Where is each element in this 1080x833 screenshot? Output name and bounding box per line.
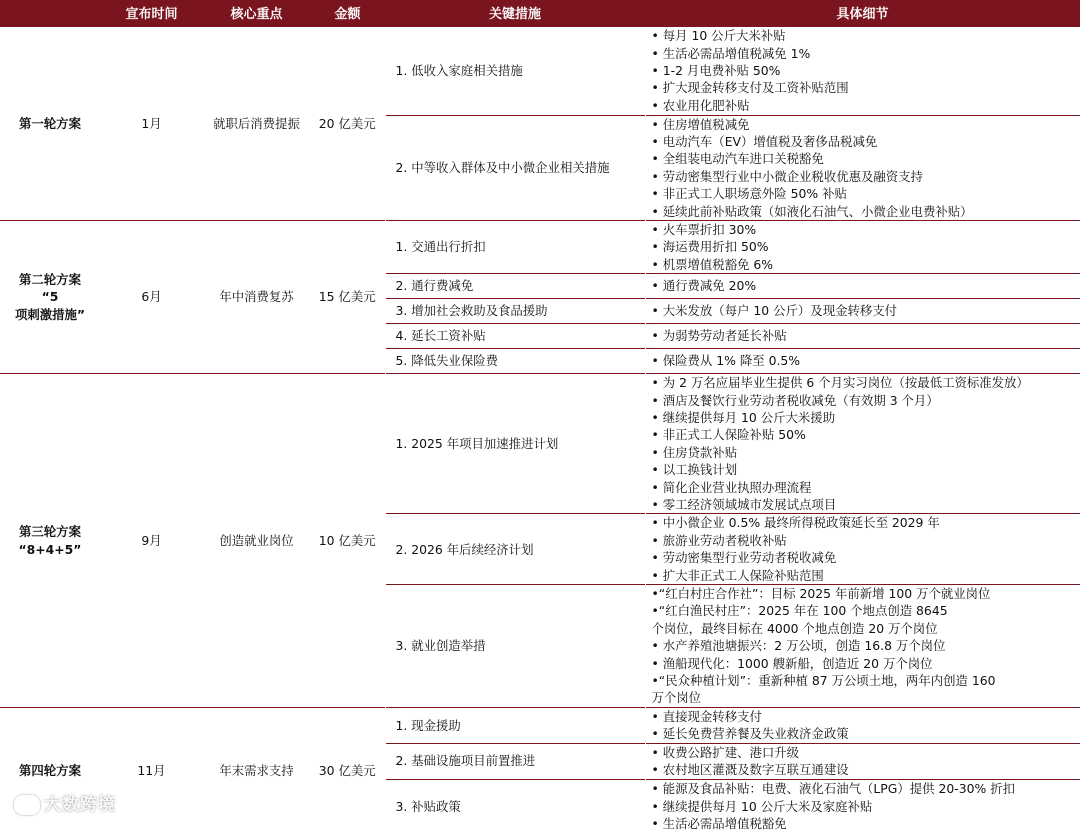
header-details: 具体细节 bbox=[645, 0, 1080, 26]
round-name: 第一轮方案 bbox=[0, 26, 100, 220]
detail-line: • 扩大现金转移支付及工资补贴范围 bbox=[652, 79, 1080, 96]
detail-line: • 农业用化肥补贴 bbox=[652, 97, 1080, 114]
detail-line: • 继续提供每月 10 公斤大米援助 bbox=[652, 409, 1080, 426]
detail-line: • 酒店及餐饮行业劳动者税收减免（有效期 3 个月） bbox=[652, 392, 1080, 409]
detail-line: • 农村地区灌溉及数字互联互通建设 bbox=[652, 761, 1080, 778]
details bbox=[645, 779, 1080, 833]
measure: 2. 2026 年后续经济计划 bbox=[385, 514, 645, 585]
detail-line: • 住房贷款补贴 bbox=[652, 444, 1080, 461]
header-row bbox=[0, 0, 1080, 26]
detail-line: • 水产养殖池塘振兴：2 万公顷，创造 16.8 万个岗位 bbox=[652, 637, 1080, 654]
core-focus: 年末需求支持 bbox=[203, 707, 310, 833]
details bbox=[645, 585, 1080, 708]
detail-line: • 延长免费营养餐及失业救济金政策 bbox=[652, 725, 1080, 742]
detail-line: • 延续此前补贴政策（如液化石油气、小微企业电费补贴） bbox=[652, 203, 1080, 220]
detail-line: • 非正式工人保险补贴 50% bbox=[652, 426, 1080, 443]
detail-line: • 中小微企业 0.5% 最终所得税政策延长至 2029 年 bbox=[652, 514, 1080, 531]
measure: 2. 中等收入群体及中小微企业相关措施 bbox=[385, 115, 645, 220]
amount: 30 亿美元 bbox=[310, 707, 385, 833]
detail-line: • 渔船现代化：1000 艘新船，创造近 20 万个岗位 bbox=[652, 655, 1080, 672]
details bbox=[645, 220, 1080, 273]
round-name-line: “5 bbox=[0, 288, 100, 305]
round-name-line: 项刺激措施” bbox=[0, 306, 100, 323]
detail-line: • 继续提供每月 10 公斤大米及家庭补贴 bbox=[652, 798, 1080, 815]
detail-line: • 扩大非正式工人保险补贴范围 bbox=[652, 567, 1080, 584]
details bbox=[645, 707, 1080, 743]
details bbox=[645, 349, 1080, 374]
detail-line: • 旅游业劳动者税收补贴 bbox=[652, 532, 1080, 549]
detail-line: • 能源及食品补贴：电费、液化石油气（LPG）提供 20-30% 折扣 bbox=[652, 780, 1080, 797]
details bbox=[645, 26, 1080, 115]
round-name: 第四轮方案 bbox=[0, 707, 100, 833]
announce-time: 9月 bbox=[100, 374, 203, 708]
measure: 3. 增加社会救助及食品援助 bbox=[385, 299, 645, 324]
detail-line: 万个岗位 bbox=[652, 689, 1080, 706]
detail-line: • 收费公路扩建、港口升级 bbox=[652, 744, 1080, 761]
amount: 10 亿美元 bbox=[310, 374, 385, 708]
detail-line: • 通行费减免 20% bbox=[652, 277, 1080, 294]
amount: 20 亿美元 bbox=[310, 26, 385, 220]
details bbox=[645, 299, 1080, 324]
header-measures: 关键措施 bbox=[385, 0, 645, 26]
detail-line: • 直接现金转移支付 bbox=[652, 708, 1080, 725]
detail-line: • 住房增值税减免 bbox=[652, 116, 1080, 133]
detail-line: • 零工经济领域城市发展试点项目 bbox=[652, 496, 1080, 513]
measure: 3. 就业创造举措 bbox=[385, 585, 645, 708]
watermark bbox=[14, 790, 116, 815]
detail-line: • 全组装电动汽车进口关税豁免 bbox=[652, 150, 1080, 167]
core-focus: 年中消费复苏 bbox=[203, 220, 310, 373]
measure: 1. 低收入家庭相关措施 bbox=[385, 26, 645, 115]
round-name-line: 第三轮方案 bbox=[0, 523, 100, 540]
detail-line: • 大米发放（每户 10 公斤）及现金转移支付 bbox=[652, 302, 1080, 319]
detail-line: • 电动汽车（EV）增值税及奢侈品税减免 bbox=[652, 133, 1080, 150]
measure: 5. 降低失业保险费 bbox=[385, 349, 645, 374]
detail-line: • 非正式工人职场意外险 50% 补贴 bbox=[652, 185, 1080, 202]
round-name-line: 第二轮方案 bbox=[0, 271, 100, 288]
detail-line: • 以工换钱计划 bbox=[652, 461, 1080, 478]
detail-line: 个岗位，最终目标在 4000 个地点创造 20 万个岗位 bbox=[652, 620, 1080, 637]
detail-line: • 保险费从 1% 降至 0.5% bbox=[652, 352, 1080, 369]
details bbox=[645, 324, 1080, 349]
measure: 3. 补贴政策 bbox=[385, 779, 645, 833]
measure: 2. 通行费减免 bbox=[385, 274, 645, 299]
detail-line: • 生活必需品增值税减免 1% bbox=[652, 45, 1080, 62]
amount: 15 亿美元 bbox=[310, 220, 385, 373]
detail-line: • 海运费用折扣 50% bbox=[652, 238, 1080, 255]
announce-time: 1月 bbox=[100, 26, 203, 220]
detail-line: • 劳动密集型行业劳动者税收减免 bbox=[652, 549, 1080, 566]
measure: 2. 基础设施项目前置推进 bbox=[385, 743, 645, 779]
details bbox=[645, 274, 1080, 299]
detail-line: • 为弱势劳动者延长补贴 bbox=[652, 327, 1080, 344]
header-amount: 金额 bbox=[310, 0, 385, 26]
detail-line: • 为 2 万名应届毕业生提供 6 个月实习岗位（按最低工资标准发放） bbox=[652, 374, 1080, 391]
core-focus bbox=[203, 26, 310, 220]
detail-line: •“民众种植计划”：重新种植 87 万公顷土地，两年内创造 160 bbox=[652, 672, 1080, 689]
table-row bbox=[0, 220, 1080, 273]
details bbox=[645, 115, 1080, 220]
table-row bbox=[0, 374, 1080, 514]
detail-line: • 简化企业营业执照办理流程 bbox=[652, 479, 1080, 496]
detail-line: •“红白村庄合作社”：目标 2025 年前新增 100 万个就业岗位 bbox=[652, 585, 1080, 602]
watermark-logo-icon bbox=[14, 795, 40, 815]
detail-line: • 生活必需品增值税豁免 bbox=[652, 815, 1080, 832]
detail-line: • 每月 10 公斤大米补贴 bbox=[652, 27, 1080, 44]
round-name bbox=[0, 374, 100, 708]
measure: 1. 现金援助 bbox=[385, 707, 645, 743]
details bbox=[645, 743, 1080, 779]
announce-time: 6月 bbox=[100, 220, 203, 373]
header-focus: 核心重点 bbox=[203, 0, 310, 26]
announce-time: 11月 bbox=[100, 707, 203, 833]
measure: 1. 2025 年项目加速推进计划 bbox=[385, 374, 645, 514]
table-row bbox=[0, 26, 1080, 115]
details bbox=[645, 374, 1080, 514]
detail-line: • 机票增值税豁免 6% bbox=[652, 256, 1080, 273]
header-time: 宣布时间 bbox=[100, 0, 203, 26]
detail-line: • 1-2 月电费补贴 50% bbox=[652, 62, 1080, 79]
detail-line: • 劳动密集型行业中小微企业税收优惠及融资支持 bbox=[652, 168, 1080, 185]
round-name-line: “8+4+5” bbox=[0, 541, 100, 558]
round-name bbox=[0, 220, 100, 373]
header-round bbox=[0, 0, 100, 26]
measure: 1. 交通出行折扣 bbox=[385, 220, 645, 273]
detail-line: •“红白渔民村庄”：2025 年在 100 个地点创造 8645 bbox=[652, 602, 1080, 619]
watermark-text: 大数跨境 bbox=[44, 795, 116, 815]
core-focus-text: 就职后消费提振 bbox=[212, 115, 302, 132]
measure: 4. 延长工资补贴 bbox=[385, 324, 645, 349]
details bbox=[645, 514, 1080, 585]
detail-line: • 火车票折扣 30% bbox=[652, 221, 1080, 238]
table-row bbox=[0, 707, 1080, 743]
core-focus: 创造就业岗位 bbox=[203, 374, 310, 708]
